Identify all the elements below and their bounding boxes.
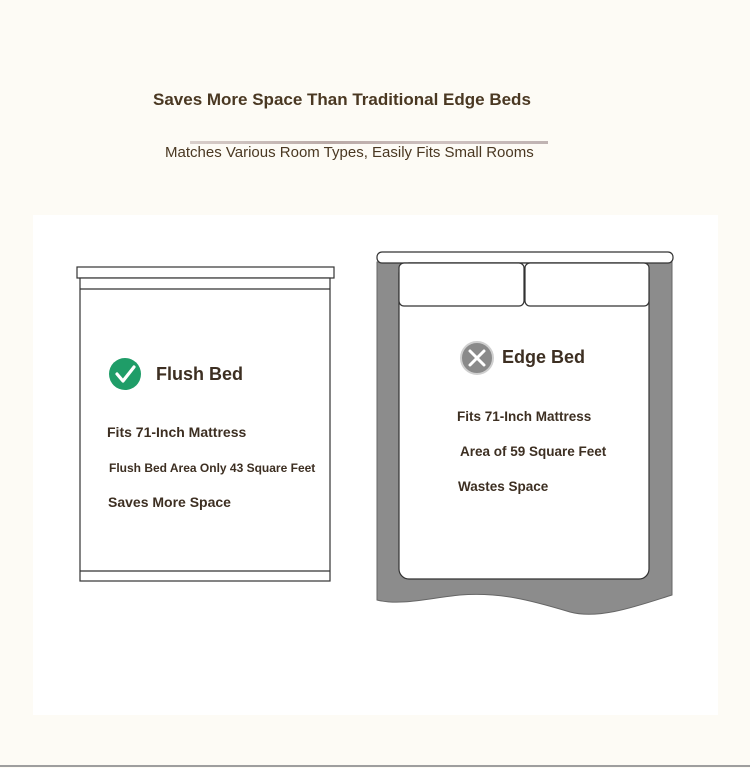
edge-bed-drawback: Wastes Space [458, 479, 549, 494]
page-title: Saves More Space Than Traditional Edge Beds [153, 90, 531, 109]
x-circle-icon [461, 342, 493, 374]
edge-bed-pillow-right [525, 263, 649, 306]
check-circle-icon [109, 358, 141, 390]
edge-bed-headboard [377, 252, 673, 263]
bottom-divider [0, 765, 750, 767]
edge-bed-pillow-left [399, 263, 524, 306]
edge-bed-diagram [377, 252, 673, 614]
flush-bed-mattress-fit: Fits 71-Inch Mattress [107, 424, 247, 440]
flush-bed-heading: Flush Bed [156, 364, 244, 384]
edge-bed-mattress-fit: Fits 71-Inch Mattress [457, 409, 592, 424]
page-subtitle: Matches Various Room Types, Easily Fits Small Rooms [165, 144, 534, 161]
flush-bed-area: Flush Bed Area Only 43 Square Feet [109, 461, 316, 475]
edge-bed-heading: Edge Bed [502, 347, 586, 367]
flush-bed-headboard [77, 267, 334, 278]
flush-bed-benefit: Saves More Space [108, 494, 231, 510]
edge-bed-area: Area of 59 Square Feet [460, 444, 607, 459]
